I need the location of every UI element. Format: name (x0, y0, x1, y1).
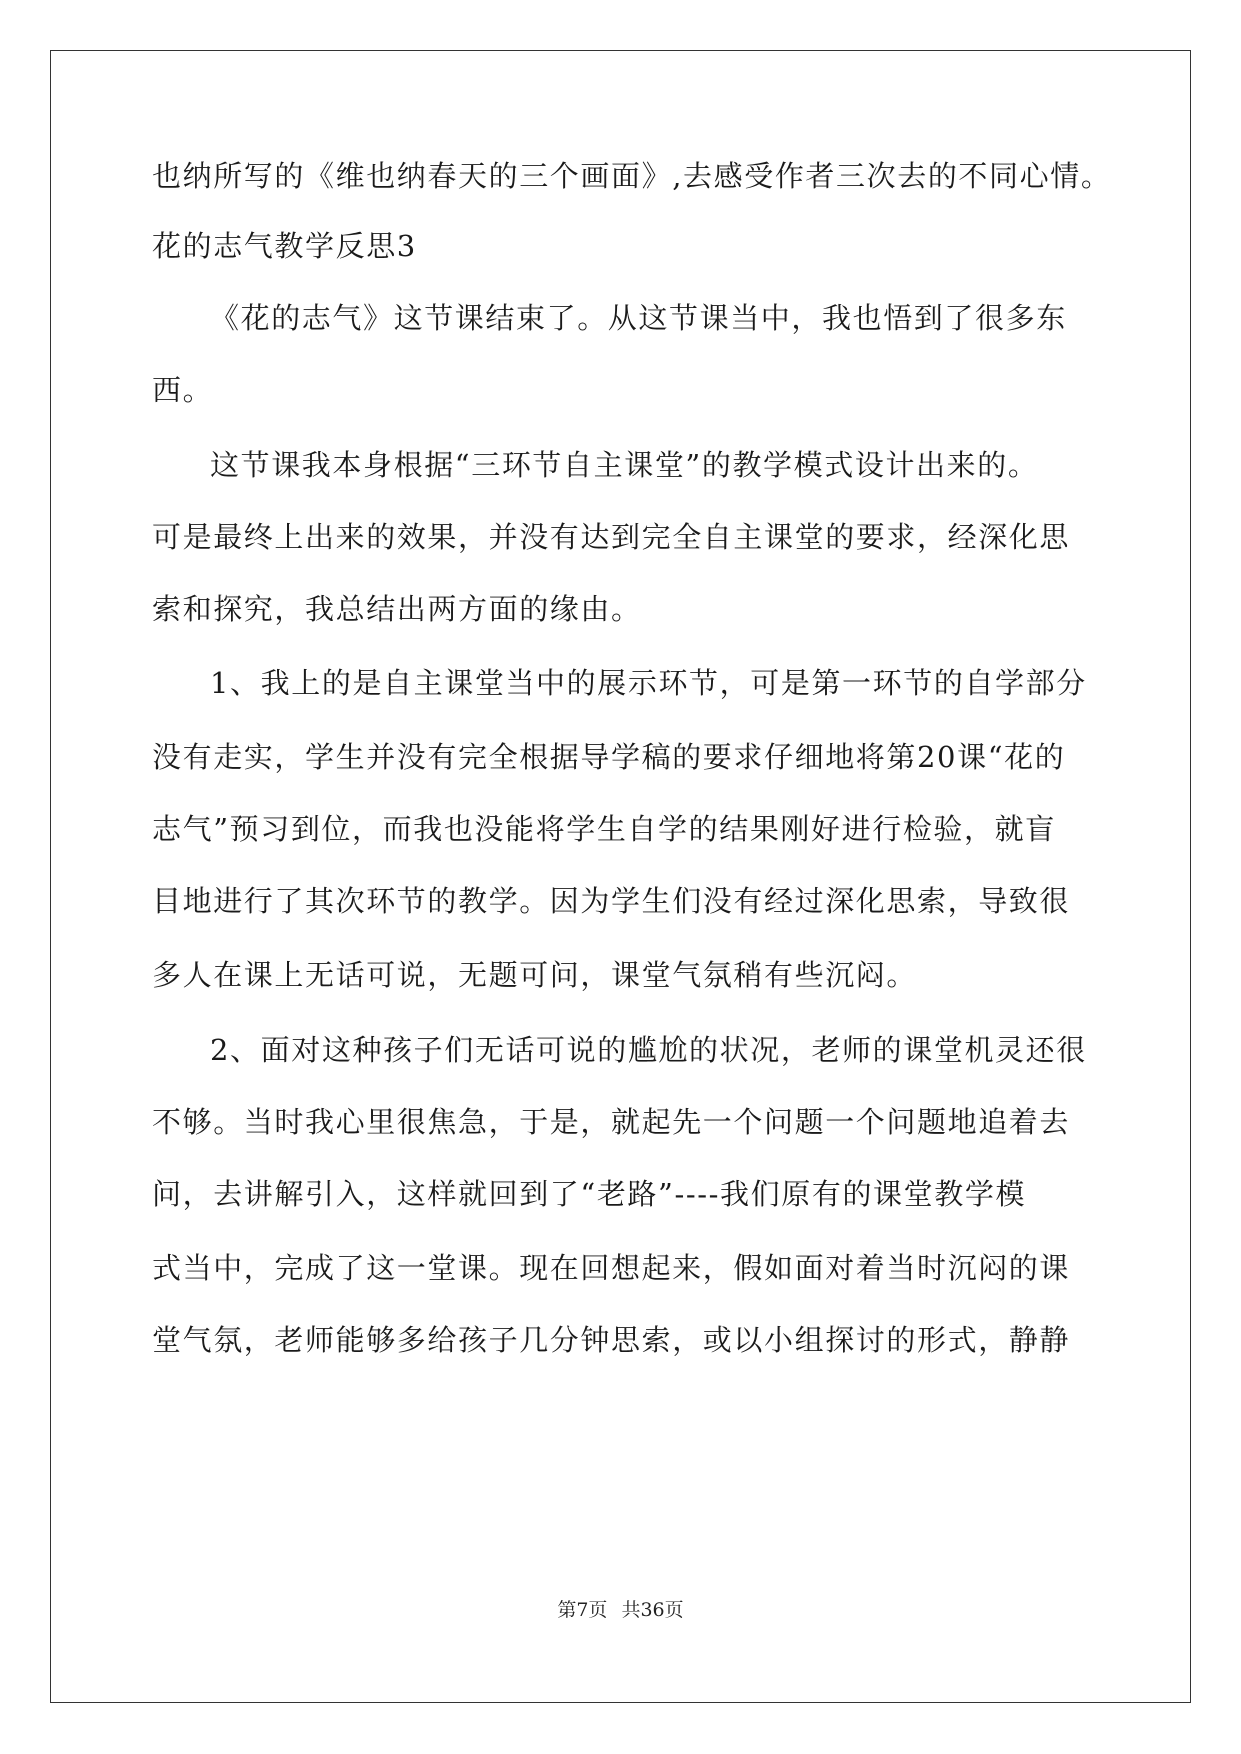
text-line: 没有走实，学生并没有完全根据导学稿的要求仔细地将第20课“花的 (152, 740, 1066, 774)
paragraph-line: 1、我上的是自主课堂当中的展示环节，可是第一环节的自学部分 (210, 666, 1087, 700)
text-line: 堂气氛，老师能够多给孩子几分钟思索，或以小组探讨的形式，静静 (152, 1323, 1071, 1357)
text-line: 问，去讲解引入，这样就回到了“老路”----我们原有的课堂教学模 (152, 1177, 1027, 1211)
page-number: 第7页 (557, 1599, 608, 1621)
section-heading: 花的志气教学反思3 (152, 229, 417, 263)
text-line: 目地进行了其次环节的教学。因为学生们没有经过深化思索，导致很 (152, 884, 1071, 918)
text-line: 西。 (152, 373, 214, 407)
page-total: 共36页 (621, 1599, 684, 1621)
paragraph-line: 《花的志气》这节课结束了。从这节课当中，我也悟到了很多东 (210, 301, 1067, 335)
text-line: 索和探究，我总结出两方面的缘由。 (152, 592, 642, 626)
text-line: 式当中，完成了这一堂课。现在回想起来，假如面对着当时沉闷的课 (152, 1251, 1071, 1285)
paragraph-line: 这节课我本身根据“三环节自主课堂”的教学模式设计出来的。 (210, 448, 1039, 482)
text-line: 不够。当时我心里很焦急，于是，就起先一个问题一个问题地追着去 (152, 1105, 1071, 1139)
text-line: 也纳所写的《维也纳春天的三个画面》,去感受作者三次去的不同心情。 (152, 159, 1112, 193)
page-footer (0, 1595, 1241, 1622)
text-line: 可是最终上出来的效果，并没有达到完全自主课堂的要求，经深化思 (152, 520, 1071, 554)
paragraph-line: 2、面对这种孩子们无话可说的尴尬的状况，老师的课堂机灵还很 (210, 1033, 1087, 1067)
text-line: 多人在课上无话可说，无题可问，课堂气氛稍有些沉闷。 (152, 958, 918, 992)
text-line: 志气”预习到位，而我也没能将学生自学的结果刚好进行检验，就盲 (152, 812, 1056, 846)
